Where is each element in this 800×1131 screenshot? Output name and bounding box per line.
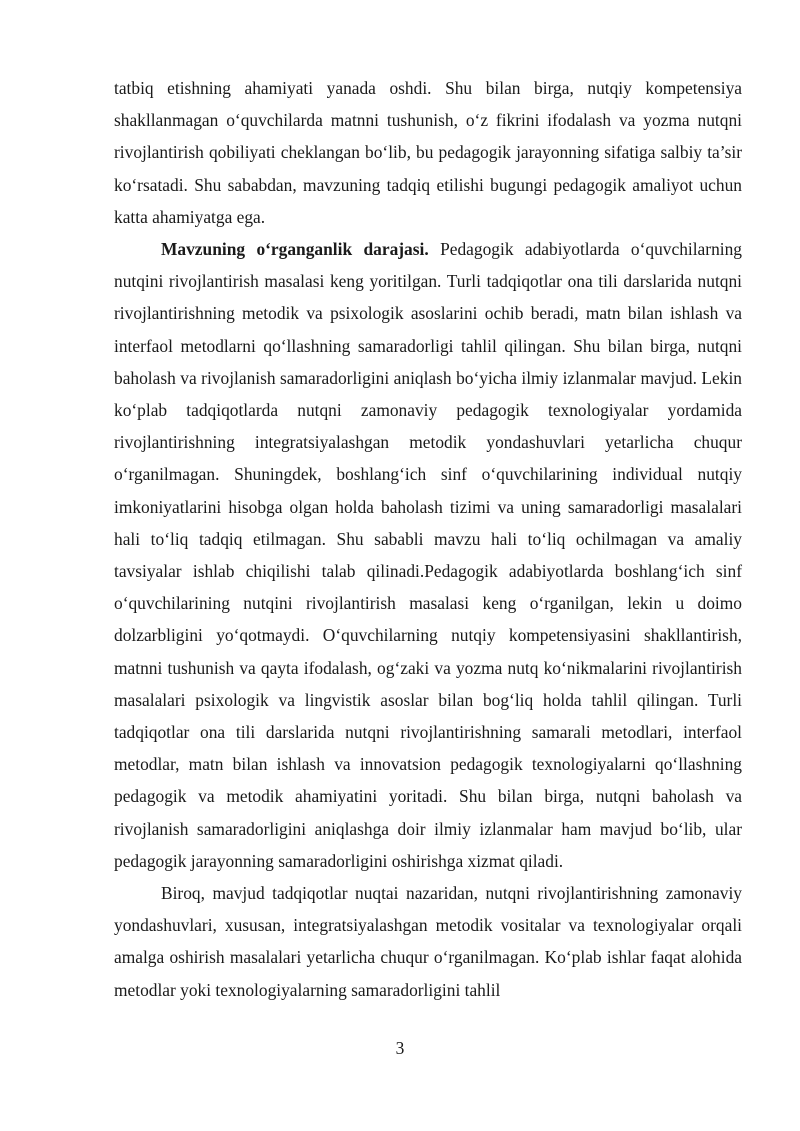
paragraph-continuation: tatbiq etishning ahamiyati yanada oshdi. Shu bilan birga, nutqiy kompetensiya shakllanmagan o‘quvchilarda matnni tushunish, o‘z fikrini ifodalash va yozma nutqni rivojlantirish qobiliyati cheklangan bo‘lib, bu pedagogik jarayonning sifatiga salbiy ta’sir ko‘rsatadi. Shu sababdan, mavzuning tadqiq etilishi bugungi pedagogik amaliyot uchun katta ahamiyatga ega. xyxy=(114,78,742,227)
paragraph-however: Biroq, mavjud tadqiqotlar nuqtai nazaridan, nutqni rivojlantirishning zamonaviy yondashuvlari, xususan, integratsiyalashgan metodik vositalar va texnologiyalar orqali amalga oshirish masalalari yetarlicha chuqur o‘rganilmagan. Ko‘plab ishlar faqat alohida metodlar yoki texnologiyalarning samaradorligini tahlil xyxy=(114,883,742,1000)
page-number: 3 xyxy=(395,1038,405,1058)
body-text xyxy=(114,72,742,1006)
paragraph-study-level xyxy=(114,233,742,877)
section-heading: Mavzuning o‘rganganlik darajasi. xyxy=(161,239,429,260)
paragraph-study-level-body: Pedagogik adabiyotlarda o‘quvchilarning nutqini rivojlantirish masalasi keng yoritilgan. Turli tadqiqotlar ona tili darslarida nutqni rivojlantirishning metodik va psixologik asoslarini ochib beradi, matn bilan ishlash va interfaol metodlarni qo‘llashning samaradorligi tahlil qilingan. Shu bilan birga, nutqni baholash va rivojlanish samaradorligini aniqlash bo‘yicha ilmiy izlanmalar mavjud. Lekin ko‘plab tadqiqotlarda nutqni zamonaviy pedagogik texnologiyalar yordamida rivojlantirishning integratsiyalashgan metodik yondashuvlari yetarlicha chuqur o‘rganilmagan. Shuningdek, boshlang‘ich sinf o‘quvchilarining individual nutqiy imkoniyatlarini hisobga olgan holda baholash tizimi va uning samaradorligi masalalari hali to‘liq tadqiq etilmagan. Shu sababli mavzu hali to‘liq ochilmagan va amaliy tavsiyalar ishlab chiqilishi talab qilinadi.Pedagogik adabiyotlarda boshlang‘ich sinf o‘quvchilarining nutqini rivojlantirish masalasi keng o‘rganilgan, lekin u doimo dolzarbligini yo‘qotmaydi. O‘quvchilarning nutqiy kompetensiyasini shakllantirish, matnni tushunish va qayta ifodalash, og‘zaki va yozma nutq ko‘nikmalarini rivojlantirish masalalari psixologik va lingvistik asoslar bilan bog‘liq holda tahlil qilingan. Turli tadqiqotlar ona tili darslarida nutqni rivojlantirishning samarali metodlari, interfaol metodlar, matn bilan ishlash va innovatsion pedagogik texnologiyalarni qo‘llashning pedagogik va metodik ahamiyatini yoritadi. Shu bilan birga, nutqni baholash va rivojlanish samaradorligini aniqlashga doir ilmiy izlanmalar ham mavjud bo‘lib, ular pedagogik jarayonning samaradorligini oshirishga xizmat qiladi. xyxy=(114,239,742,871)
